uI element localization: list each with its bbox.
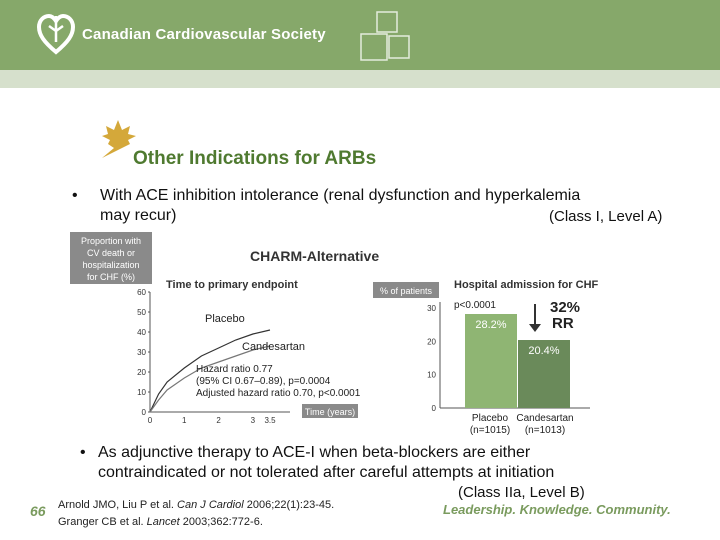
left-ylabel-line: Proportion with xyxy=(80,236,142,246)
left-y-tick-label: 30 xyxy=(137,348,146,357)
left-x-tick-label: 0 xyxy=(147,416,153,425)
left-y-tick-label: 50 xyxy=(137,308,146,317)
slide-title: Other Indications for ARBs xyxy=(133,148,377,169)
stats-line: Adjusted hazard ratio 0.70, p<0.0001 xyxy=(196,388,361,399)
bar-category-label: Candesartan xyxy=(516,413,574,424)
right-subtitle: Hospital admission for CHF xyxy=(454,279,599,291)
bar-category-label: Placebo xyxy=(471,413,509,424)
left-y-tick-label: 0 xyxy=(141,408,146,417)
rr-value: 32% xyxy=(550,299,581,316)
org-name: Canadian Cardiovascular Society xyxy=(82,26,326,43)
recommendation-class-1: (Class I, Level A) xyxy=(549,208,663,225)
reference-item: Arnold JMO, Liu P et al. Can J Cardiol 2006;22(1):23-45. xyxy=(58,499,335,511)
charm-alternative-figure xyxy=(70,232,690,442)
page-number: 66 xyxy=(30,503,46,519)
left-y-tick-label: 20 xyxy=(137,368,146,377)
pvalue-label: p<0.0001 xyxy=(454,300,496,311)
figure-title: CHARM-Alternative xyxy=(250,248,380,264)
bullet1-line2: may recur) xyxy=(100,207,177,224)
bar-value-label: 20.4% xyxy=(528,345,560,357)
right-y-tick-label: 30 xyxy=(427,304,436,313)
left-y-tick-label: 10 xyxy=(137,388,146,397)
left-x-tick-label: 2 xyxy=(216,416,221,425)
reference-item: Granger CB et al. Lancet 2003;362:772-6. xyxy=(58,516,263,528)
left-ylabel-line: for CHF (%) xyxy=(87,272,135,282)
left-x-tick-label: 3.5 xyxy=(264,416,276,425)
bar-n-label: (n=1013) xyxy=(524,425,566,436)
bullet-dot: • xyxy=(80,444,86,461)
right-y-tick-label: 10 xyxy=(427,370,436,380)
left-x-tick-label: 3 xyxy=(250,416,256,425)
left-subtitle: Time to primary endpoint xyxy=(166,279,298,291)
bullet2-line2: contraindicated or not tolerated after careful attempts at initiation xyxy=(98,464,555,481)
left-xlabel: Time (years) xyxy=(304,407,356,417)
ccs-heart-logo-icon xyxy=(36,12,76,56)
decorative-squares-icon xyxy=(355,8,415,68)
bar-n-label: (n=1015) xyxy=(469,425,511,436)
placebo-label: Placebo xyxy=(205,313,245,325)
left-y-tick-label: 40 xyxy=(137,328,146,337)
tagline: Leadership. Knowledge. Community. xyxy=(443,502,671,517)
bullet2-line1: As adjunctive therapy to ACE-I when beta-blockers are either xyxy=(98,444,531,461)
stats-line: (95% CI 0.67–0.89), p=0.0004 xyxy=(196,376,331,387)
bullet-dot: • xyxy=(72,187,78,204)
rr-arrow-head-icon xyxy=(529,324,541,332)
recommendation-class-2: (Class IIa, Level B) xyxy=(458,484,585,501)
right-y-tick-label: 0 xyxy=(431,404,436,413)
references xyxy=(58,497,334,531)
bar-value-label: 28.2% xyxy=(475,319,507,331)
stats-line: Hazard ratio 0.77 xyxy=(196,364,273,375)
candesartan-label: Candesartan xyxy=(242,341,305,353)
bullet1-line1: With ACE inhibition intolerance (renal dysfunction and hyperkalemia xyxy=(100,187,581,204)
right-y-tick-label: 20 xyxy=(427,337,436,347)
left-ylabel-line: CV death or xyxy=(86,248,136,258)
left-ylabel-line: hospitalization xyxy=(82,260,140,270)
rr-label: RR xyxy=(552,315,574,332)
left-x-tick-label: 1 xyxy=(182,416,187,425)
header-stripe xyxy=(0,70,720,88)
right-ylabel: % of patients xyxy=(379,286,433,296)
left-y-tick-label: 60 xyxy=(137,288,146,297)
